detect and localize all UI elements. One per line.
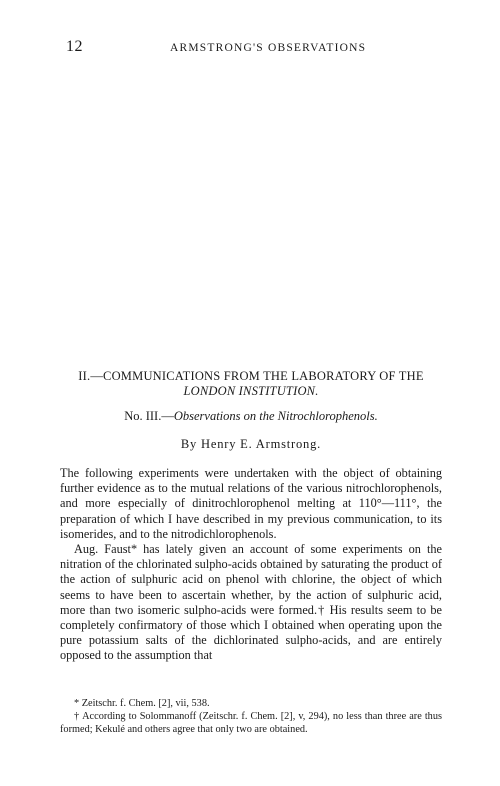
- article-title: [60, 369, 442, 399]
- article-title-line-2: LONDON INSTITUTION.: [183, 384, 319, 398]
- article-subtitle: [60, 409, 442, 424]
- subtitle-number: No. III.—: [124, 409, 174, 423]
- footnote-1: * Zeitschr. f. Chem. [2], vii, 538.: [74, 698, 210, 709]
- paragraph-1: The following experiments were undertaken with the object of obtaining further evidence as to the mutual relations of the various nitrochlorophenols, and more especially of dinitrochlorophenol melting at 110°—111°, the preparation of which I have described in my previous communication, to its isomerides, and to the nitrodichlorophenols.: [60, 466, 442, 541]
- footnote-2: † According to Solommanoff (Zeitschr. f. Chem. [2], v, 294), no less than three are thus formed; Kekulé and others agree that only two are obtained.: [60, 711, 442, 735]
- footnotes: [60, 697, 442, 736]
- running-head: ARMSTRONG'S OBSERVATIONS: [170, 42, 367, 54]
- article-title-line-1: II.—COMMUNICATIONS FROM THE LABORATORY OF THE: [78, 369, 424, 383]
- paragraph-2: Aug. Faust* has lately given an account of some experiments on the nitration of the chlorinated sulpho-acids obtained by saturating the product of the action of sulphuric acid on phenol with chlorine, the object of which seems to have been to ascertain whether, by the action of sulphuric acid, more than two isomeric sulpho-acids were formed.† His results seem to be completely confirmatory of those which I obtained when operating upon the pure potassium salts of the dichlorinated sulpho-acids, and are entirely opposed to the assumption that: [60, 542, 442, 663]
- page-number: 12: [66, 38, 83, 55]
- author-byline: By Henry E. Armstrong.: [180, 437, 322, 451]
- body-text: [60, 466, 442, 664]
- subtitle-italic: Observations on the Nitrochlorophenols.: [173, 409, 378, 423]
